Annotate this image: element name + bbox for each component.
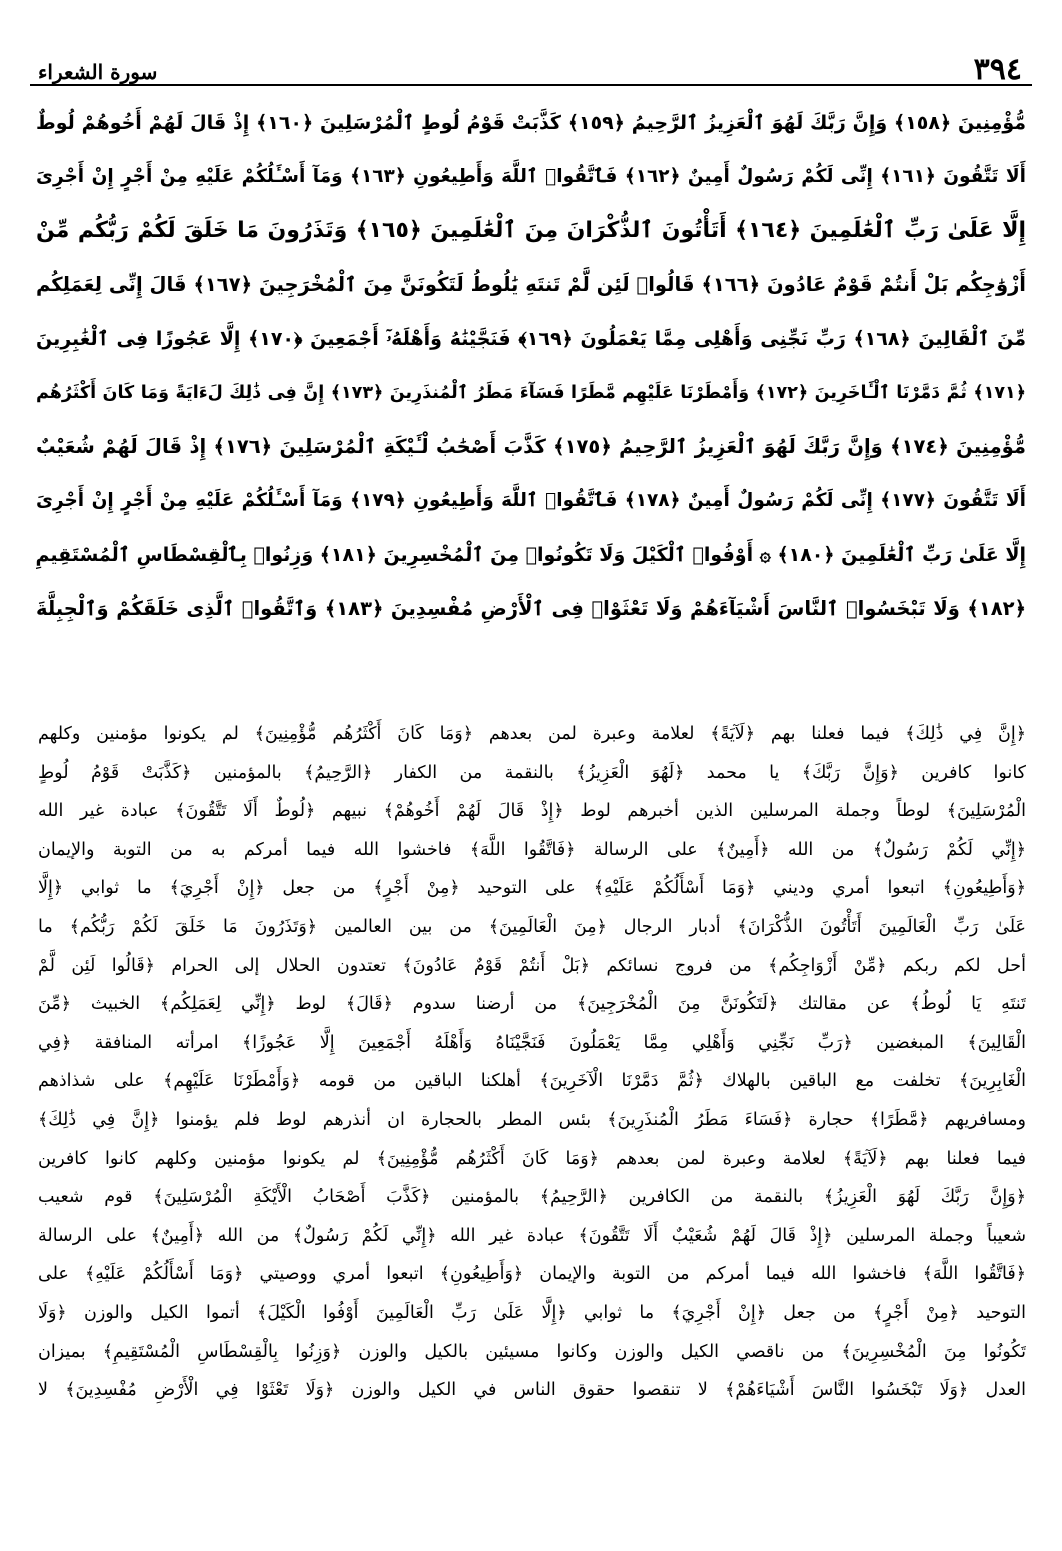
tafsir-line: تَكُونُوا مِنَ الْمُخْسِرِينَ﴾ من ناقصي الكيل والوزن وكانوا مسيئين بالكيل والوزن ﴿وَزِنُوا بِالْقِسْطَاسِ الْمُسْتَقِيمِ﴾ بميزان <box>38 1341 1026 1362</box>
quran-line: أَلَا تَتَّقُونَ ﴿١٦١﴾ إِنِّى لَكُمْ رَسُولٌ أَمِينٌ ﴿١٦٢﴾ فَٱتَّقُوا۟ ٱللَّهَ وَأَطِيعُونِ ﴿١٦٣﴾ وَمَآ أَسْـَٔلُكُمْ عَلَيْهِ مِنْ أَجْرٍ إِنْ أَجْرِىَ <box>36 166 1026 187</box>
tafsir-line: فيما فعلنا بهم ﴿لَآيَةً﴾ لعلامة وعبرة لمن بعدهم ﴿وَمَا كَانَ أَكْثَرُهُم مُّؤْمِنِينَ﴾ لم يكونوا مؤمنين وكلهم كانوا كافرين <box>38 1148 1026 1169</box>
quran-text <box>36 96 1026 690</box>
tafsir-line: الْغَابِرِينَ﴾ تخلفت مع الباقين بالهلاك ﴿ثُمَّ دَمَّرْنَا الْآخَرِينَ﴾ أهلكنا الباقين من قومه ﴿وَأَمْطَرْنَا عَلَيْهِم﴾ على شذاذهم <box>38 1071 1026 1092</box>
tafsir-line: ﴿فَاتَّقُوا اللَّهَ﴾ فاخشوا الله فيما أمركم من التوبة والإيمان ﴿وَأَطِيعُونِ﴾ اتبعوا أمري ووصيتي ﴿وَمَا أَسْأَلُكُمْ عَلَيْهِ﴾ على <box>38 1264 1026 1285</box>
quran-line: مِّنَ ٱلْقَالِينَ ﴿١٦٨﴾ رَبِّ نَجِّنِى وَأَهْلِى مِمَّا يَعْمَلُونَ ﴿١٦٩﴾ فَنَجَّيْنَٰهُ وَأَهْلَهُۥٓ أَجْمَعِينَ ﴿١٧٠﴾ إِلَّا عَجُوزًا فِى ٱلْغَٰبِرِينَ <box>36 328 1026 350</box>
tafsir-line: أحل لكم ربكم ﴿مِّنْ أَزْوَاجِكُم﴾ من فروج نسائكم ﴿بَلْ أَنتُمْ قَوْمٌ عَادُونَ﴾ تعتدون الحلال إلى الحرام ﴿قَالُوا لَئِن لَّمْ <box>38 955 1026 976</box>
header-rule <box>30 84 1032 86</box>
page-number: ٣٩٤ <box>973 52 1022 87</box>
tafsir-line: التوحيد ﴿مِنْ أَجْرٍ﴾ من جعل ﴿إِنْ أَجْرِيَ﴾ ما ثوابي ﴿إِلَّا عَلَىٰ رَبِّ الْعَالَمِينَ أَوْفُوا الْكَيْلَ﴾ أتموا الكيل والوزن ﴿وَلَا <box>38 1302 1026 1323</box>
quran-line: أَلَا تَتَّقُونَ ﴿١٧٧﴾ إِنِّى لَكُمْ رَسُولٌ أَمِينٌ ﴿١٧٨﴾ فَٱتَّقُوا۟ ٱللَّهَ وَأَطِيعُونِ ﴿١٧٩﴾ وَمَآ أَسْـَٔلُكُمْ عَلَيْهِ مِنْ أَجْرٍ إِنْ أَجْرِىَ <box>36 490 1026 511</box>
tafsir-line: ﴿وَأَطِيعُونِ﴾ اتبعوا أمري وديني ﴿وَمَا أَسْأَلُكُمْ عَلَيْهِ﴾ على التوحيد ﴿مِنْ أَجْرٍ﴾ من جعل ﴿إِنْ أَجْرِيَ﴾ ما ثوابي ﴿إِلَّا <box>38 878 1026 899</box>
quran-line: مُّؤْمِنِينَ ﴿١٥٨﴾ وَإِنَّ رَبَّكَ لَهُوَ ٱلْعَزِيزُ ٱلرَّحِيمُ ﴿١٥٩﴾ كَذَّبَتْ قَوْمُ لُوطٍ ٱلْمُرْسَلِينَ ﴿١٦٠﴾ إِذْ قَالَ لَهُمْ أَخُوهُمْ لُوطٌ <box>36 112 1026 134</box>
tafsir-line: ومسافريهم ﴿مَّطَرًا﴾ حجارة ﴿فَسَاءَ مَطَرُ الْمُنذَرِينَ﴾ بئس المطر بالحجارة ان أنذرهم لوط فلم يؤمنوا ﴿إِنَّ فِي ذَٰلِكَ﴾ <box>38 1109 1026 1130</box>
tafsir-line: الْمُرْسَلِينَ﴾ لوطاً وجملة المرسلين الذين أخبرهم لوط ﴿إِذْ قَالَ لَهُمْ أَخُوهُمْ﴾ نبيهم ﴿لُوطٌ أَلَا تَتَّقُونَ﴾ عبادة غير الله <box>38 801 1026 822</box>
tafsir-line: ﴿وَإِنَّ رَبَّكَ لَهُوَ الْعَزِيزُ﴾ بالنقمة من الكافرين ﴿الرَّحِيمُ﴾ بالمؤمنين ﴿كَذَّبَ أَصْحَابُ الْأَيْكَةِ الْمُرْسَلِينَ﴾ قوم شعيب <box>38 1187 1026 1208</box>
tafsir-line: عَلَىٰ رَبِّ الْعَالَمِينَ أَتَأْتُونَ الذُّكْرَانَ﴾ أدبار الرجال ﴿مِنَ الْعَالَمِينَ﴾ من بين العالمين ﴿وَتَذَرُونَ مَا خَلَقَ لَكُمْ رَبُّكُم﴾ ما <box>38 916 1026 937</box>
quran-line: إِلَّا عَلَىٰ رَبِّ ٱلْعَٰلَمِينَ ﴿١٨٠﴾ ۞ أَوْفُوا۟ ٱلْكَيْلَ وَلَا تَكُونُوا۟ مِنَ ٱلْمُخْسِرِينَ ﴿١٨١﴾ وَزِنُوا۟ بِٱلْقِسْطَاسِ ٱلْمُسْتَقِيمِ <box>36 544 1026 566</box>
surah-name: سورة الشعراء <box>38 60 158 84</box>
tafsir-line: العدل ﴿وَلَا تَبْخَسُوا النَّاسَ أَشْيَاءَهُمْ﴾ لا تنقصوا حقوق الناس في الكيل والوزن ﴿وَلَا تَعْثَوْا فِي الْأَرْضِ مُفْسِدِينَ﴾ لا <box>38 1380 1026 1401</box>
tafsir-line: تَنتَهِ يَا لُوطُ﴾ عن مقالتك ﴿لَتَكُونَنَّ مِنَ الْمُخْرَجِينَ﴾ من أرضنا سدوم ﴿قَالَ﴾ لوط ﴿إِنِّي لِعَمَلِكُم﴾ الخبيث ﴿مِّنَ <box>38 994 1026 1015</box>
quran-line: ﴿١٧١﴾ ثُمَّ دَمَّرْنَا ٱلْـَٔاخَرِينَ ﴿١٧٢﴾ وَأَمْطَرْنَا عَلَيْهِم مَّطَرًا فَسَآءَ مَطَرُ ٱلْمُنذَرِينَ ﴿١٧٣﴾ إِنَّ فِى ذَٰلِكَ لَءَايَةً وَمَا كَانَ أَكْثَرُهُم <box>36 383 1026 403</box>
tafsir-text <box>38 715 1026 1410</box>
tafsir-line: كانوا كافرين ﴿وَإِنَّ رَبَّكَ﴾ يا محمد ﴿لَهُوَ الْعَزِيزُ﴾ بالنقمة من الكفار ﴿الرَّحِيمُ﴾ بالمؤمنين ﴿كَذَّبَتْ قَوْمُ لُوطٍ <box>38 762 1026 783</box>
quran-line: مُّؤْمِنِينَ ﴿١٧٤﴾ وَإِنَّ رَبَّكَ لَهُوَ ٱلْعَزِيزُ ٱلرَّحِيمُ ﴿١٧٥﴾ كَذَّبَ أَصْحَٰبُ لْـَٔيْكَةِ ٱلْمُرْسَلِينَ ﴿١٧٦﴾ إِذْ قَالَ لَهُمْ شُعَيْبٌ <box>36 435 1026 458</box>
tafsir-line: الْقَالِينَ﴾ المبغضين ﴿رَبِّ نَجِّنِي وَأَهْلِي مِمَّا يَعْمَلُونَ فَنَجَّيْنَاهُ وَأَهْلَهُ أَجْمَعِينَ إِلَّا عَجُوزًا﴾ امرأته المنافقة ﴿فِي <box>38 1032 1026 1053</box>
page-header <box>30 52 1032 92</box>
quran-line: إِلَّا عَلَىٰ رَبِّ ٱلْعَٰلَمِينَ ﴿١٦٤﴾ أَتَأْتُونَ ٱلذُّكْرَانَ مِنَ ٱلْعَٰلَمِينَ ﴿١٦٥﴾ وَتَذَرُونَ مَا خَلَقَ لَكُمْ رَبُّكُم مِّنْ <box>36 218 1026 243</box>
tafsir-line: ﴿إِنِّي لَكُمْ رَسُولٌ﴾ من الله ﴿أَمِينٌ﴾ على الرسالة ﴿فَاتَّقُوا اللَّهَ﴾ فاخشوا الله فيما أمركم به من التوبة والإيمان <box>38 839 1026 860</box>
quran-line: أَزْوَٰجِكُم بَلْ أَنتُمْ قَوْمٌ عَادُونَ ﴿١٦٦﴾ قَالُوا۟ لَئِن لَّمْ تَنتَهِ يَٰلُوطُ لَتَكُونَنَّ مِنَ ٱلْمُخْرَجِينَ ﴿١٦٧﴾ قَالَ إِنِّى لِعَمَلِكُم <box>36 273 1026 296</box>
tafsir-line: ﴿إِنَّ فِي ذَٰلِكَ﴾ فيما فعلنا بهم ﴿لَآيَةً﴾ لعلامة وعبرة لمن بعدهم ﴿وَمَا كَانَ أَكْثَرُهُم مُّؤْمِنِينَ﴾ لم يكونوا مؤمنين وكلهم <box>38 724 1026 744</box>
tafsir-line: شعيباً وجملة المرسلين ﴿إِذْ قَالَ لَهُمْ شُعَيْبٌ أَلَا تَتَّقُونَ﴾ عبادة غير الله ﴿إِنِّي لَكُمْ رَسُولٌ﴾ من الله ﴿أَمِينٌ﴾ على الرسالة <box>38 1225 1026 1246</box>
quran-line: ﴿١٨٢﴾ وَلَا تَبْخَسُوا۟ ٱلنَّاسَ أَشْيَآءَهُمْ وَلَا تَعْثَوْا۟ فِى ٱلْأَرْضِ مُفْسِدِينَ ﴿١٨٣﴾ وَٱتَّقُوا۟ ٱلَّذِى خَلَقَكُمْ وَٱلْجِبِلَّةَ <box>36 597 1026 620</box>
